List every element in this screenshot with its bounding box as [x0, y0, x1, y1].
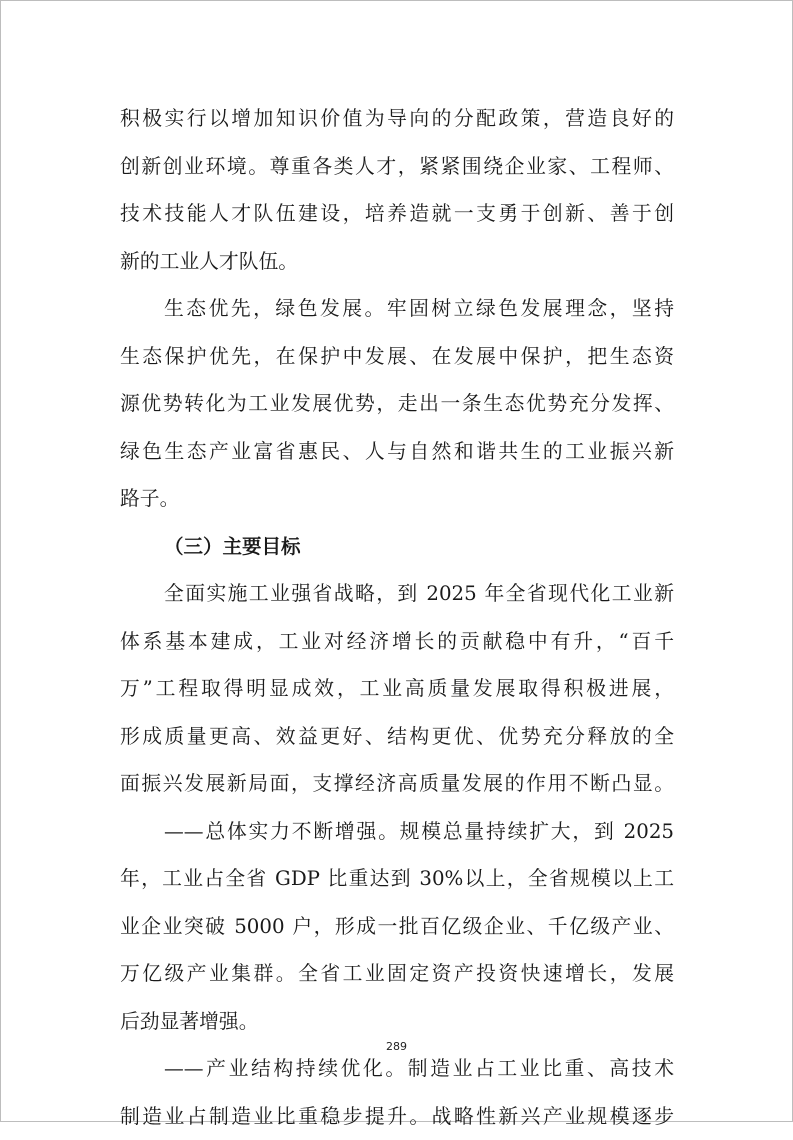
- text-line: 制造业占制造业比重稳步提升。战略性新兴产业规模逐步: [120, 1093, 674, 1140]
- text-line: 形成质量更高、效益更好、结构更优、优势充分释放的全: [120, 713, 674, 761]
- section-heading: （三）主要目标: [120, 523, 674, 571]
- text-line: 创新创业环境。尊重各类人才，紧紧围绕企业家、工程师、: [120, 143, 674, 191]
- text-line: 生态优先，绿色发展。牢固树立绿色发展理念，坚持: [120, 285, 674, 333]
- text-line: 新的工业人才队伍。: [120, 238, 674, 286]
- text-line: 生态保护优先，在保护中发展、在发展中保护，把生态资: [120, 333, 674, 381]
- text-line: ——总体实力不断增强。规模总量持续扩大，到 2025: [120, 808, 674, 856]
- text-line: ——产业结构持续优化。制造业占工业比重、高技术: [120, 1045, 674, 1093]
- text-line: 路子。: [120, 475, 674, 523]
- text-line: 后劲显著增强。: [120, 998, 674, 1046]
- text-line: 绿色生态产业富省惠民、人与自然和谐共生的工业振兴新: [120, 428, 674, 476]
- page-number: 289: [0, 1040, 793, 1053]
- text-line: 源优势转化为工业发展优势，走出一条生态优势充分发挥、: [120, 380, 674, 428]
- document-body: [120, 95, 674, 1140]
- text-line: 技术技能人才队伍建设，培养造就一支勇于创新、善于创: [120, 190, 674, 238]
- text-line: 年，工业占全省 GDP 比重达到 30%以上，全省规模以上工: [120, 855, 674, 903]
- text-line: 万”工程取得明显成效，工业高质量发展取得积极进展，: [120, 665, 674, 713]
- text-line: 全面实施工业强省战略，到 2025 年全省现代化工业新: [120, 570, 674, 618]
- text-line: 体系基本建成，工业对经济增长的贡献稳中有升，“百千: [120, 618, 674, 666]
- text-line: 万亿级产业集群。全省工业固定资产投资快速增长，发展: [120, 950, 674, 998]
- text-line: 业企业突破 5000 户，形成一批百亿级企业、千亿级产业、: [120, 903, 674, 951]
- text-line: 积极实行以增加知识价值为导向的分配政策，营造良好的: [120, 95, 674, 143]
- text-line: 面振兴发展新局面，支撑经济高质量发展的作用不断凸显。: [120, 760, 674, 808]
